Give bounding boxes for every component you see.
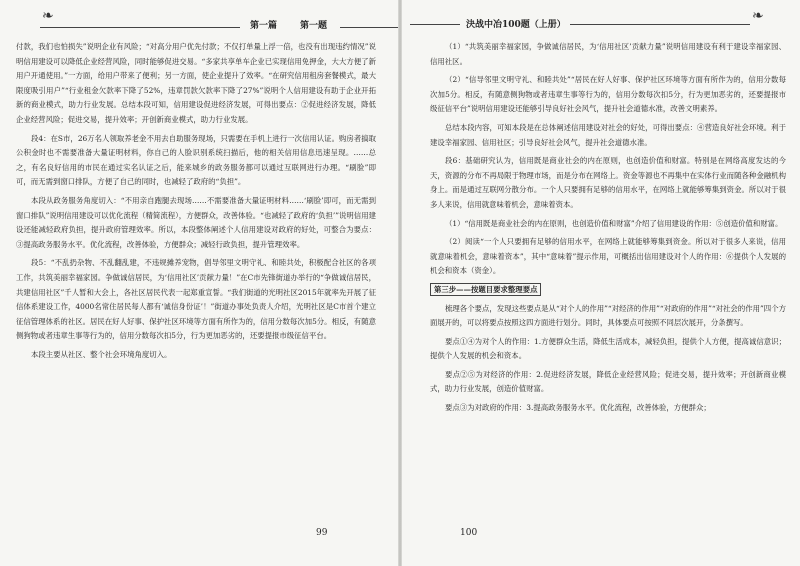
flourish-ornament-icon: ❧ [42,8,54,24]
header-rule [340,27,400,28]
paragraph: 要点①④为对个人的作用：1.方便群众生活，降低生活成本，减轻负担，提供个人方便，提高诚信意识；提供个人发展的机会和资本。 [430,336,786,361]
left-page-body [16,40,376,362]
step-heading: 第三步——按题目要求整理要点 [430,283,541,296]
paragraph: 要点②⑤为对经济的作用：2.促进经济发展，降低企业经营风险；促进交易，提升效率；开创新商业模式，助力行业发展，创造价值财富。 [430,369,786,394]
header-rule [570,24,750,25]
paragraph: 本段从政务服务角度切入：“不用亲自跑腿去现场……不需要准备大量证明材料……‘刷脸’即可，而无需到窗口排队”说明信用建设可以优化流程（精简流程），方便群众，改善体验。“也减轻了政府的‘负担’”说明信用建设还能减轻政府负担，提升政府管理效率。所以，本段整体阐述个人信用建设对政府的好处，可整合为要点：③提高政务服务水平。优化流程，改善体验，方便群众；减轻行政负担，提升管理效率。 [16,195,376,249]
right-page-body [430,40,786,416]
paragraph: （2）“信导邻里文明守礼、和睦共处”“居民在好人好事、保护社区环境等方面有所作为的，信用分数每次加5分。相反，有随意侧狗物或者违章生事等行为的，信用分数每次扣5分，行为更加恶劣的，还要提报市级征信平台”说明信用建设还能够引导良好社会风气，提升社会道德水准，改善文明素养。 [430,75,786,114]
header-rule [40,27,240,28]
paragraph: （1）“信用既是商业社会的内在原则，也创造价值和财富”介绍了信用建设的作用：⑤创造价值和财富。 [445,218,783,228]
left-header [40,14,384,32]
page-number: 100 [460,528,478,538]
paragraph: 梳理各个要点，发现这些要点是从“对个人的作用”“对经济的作用”“对政府的作用”“对社会的作用”四个方面展开的，可以将要点按照这四方面进行划分。同时，具体要点可按照不同层次展开，分条撰写。 [430,303,786,328]
right-page [400,0,800,566]
paragraph: 段6：基础研究认为，信用既是商业社会的内在原则，也创造价值和财富。特别是在网络高度发达的今天，资源的分布不再局限于物理市场，而是分布在网络上。资金等源也不再集中在实体行业而随各种金融机构身上。而是通过互联网分散分布。一个人只要拥有足够的信用水平，在网络上就能够筹集到资金。所以对于很多人来说，信用就意味着机会，意味着资本。 [430,156,786,209]
paragraph: 段4：在S市，26万名人领取养老金不用去自助服务现场，只需要在手机上进行一次信用认证。购房者搞取公积金时也不需要准备大量证明材料，你自己的人脸识别系统扫描后，他的相关信用信息迅速呈现。……总之，有名良好信用的市民在通过实名认证之后，能来城乡的政务服务都可以通过互联网进行办理。“刷脸”即可，而无需到窗口排队，方便了自己的同时，也减轻了政府的“负担”。 [16,133,376,187]
page-number: 99 [316,528,328,538]
chapter-label: 第一篇 [250,21,278,31]
flourish-ornament-icon: ❧ [752,8,764,24]
paragraph: （2）阅读“一个人只要拥有足够的信用水平，在网络上就能够筹集到资金。所以对于很多人来说，信用就意味着机会，意味着资本”，其中“意味着”提示作用，可概括出信用建设对个人的作用：⑥提供个人发展的机会和资本（资金）。 [430,237,786,276]
paragraph: （1）“共筑美丽幸福家园，争做诚信居民，为‘信用社区’贡献力量”说明信用建设有利于建设幸福家园、信用社区。 [430,42,786,66]
paragraph: 要点③为对政府的作用：3.提高政务服务水平。优化流程，改善体验，方便群众； [445,403,711,413]
section-label: 第一题 [300,21,328,31]
paragraph: 总结本段内容，可知本段是在总体阐述信用建设对社会的好处，可得出要点：④营造良好社会环境。利于建设幸福家园、信用社区；引导良好社会风气，提升社会道德水准。 [430,122,786,147]
paragraph: 付款，我们也怕损失”说明企业有风险；“对高分用户优先付款；不仅打单量上浮一倍，也没有出现违约情况”说明信用建设可以降低企业经营风险，同时能够促进交易。“多家共享单车企业已实现信用免押金，大大方便了新用户开通使用。”一方面，给用户带来了便利；另一方面，使企业提升了效率。“在研究信用租房套餐模式，最大限度吸引用户”“行业租金欠款率下降了52%，违章罚款欠款率下降了27%”说明个人信用建设有助于企业开拓新的商业模式，助力行业发展。总结本段可知，信用建设促进经济发展，可得出要点：②促进经济发展，降低企业经营风险；促进交易，提升效率；开创新商业模式，助力行业发展。 [16,42,376,124]
header-rule [410,24,460,25]
paragraph: 本段主要从社区、整个社会环境角度切入。 [31,349,172,359]
paragraph: 段5：“不乱扔杂物、不乱翻乱建，不违规摊养宠物，倡导邻里文明守礼、和睦共处，积极配合社区的各项工作，共筑美丽幸福家园。争做诚信居民，为‘信用社区’贡献力量！”在C市先锋街道办举行的“争做诚信居民，共建信用社区”千人暂和大会上，各社区居民代表一起郑重宣誓。“我们街道的光明社区2015年就率先开展了征信体系建设工作，4000名常住居民每人都有‘诚信身份证’！”街道办事处负责人介绍，光明社区是C市首个建立征信管理体系的社区。居民在好人好事、保护社区环境等方面有所作为的，信用分数每次加5分。相反，有随意侧狗物或者违章生事等行为的，信用分数每次扣5分，行为更加恶劣的，还要提报市级征信平台。 [16,258,376,341]
book-title-label: 決战中冶100题（上册） [466,20,566,30]
